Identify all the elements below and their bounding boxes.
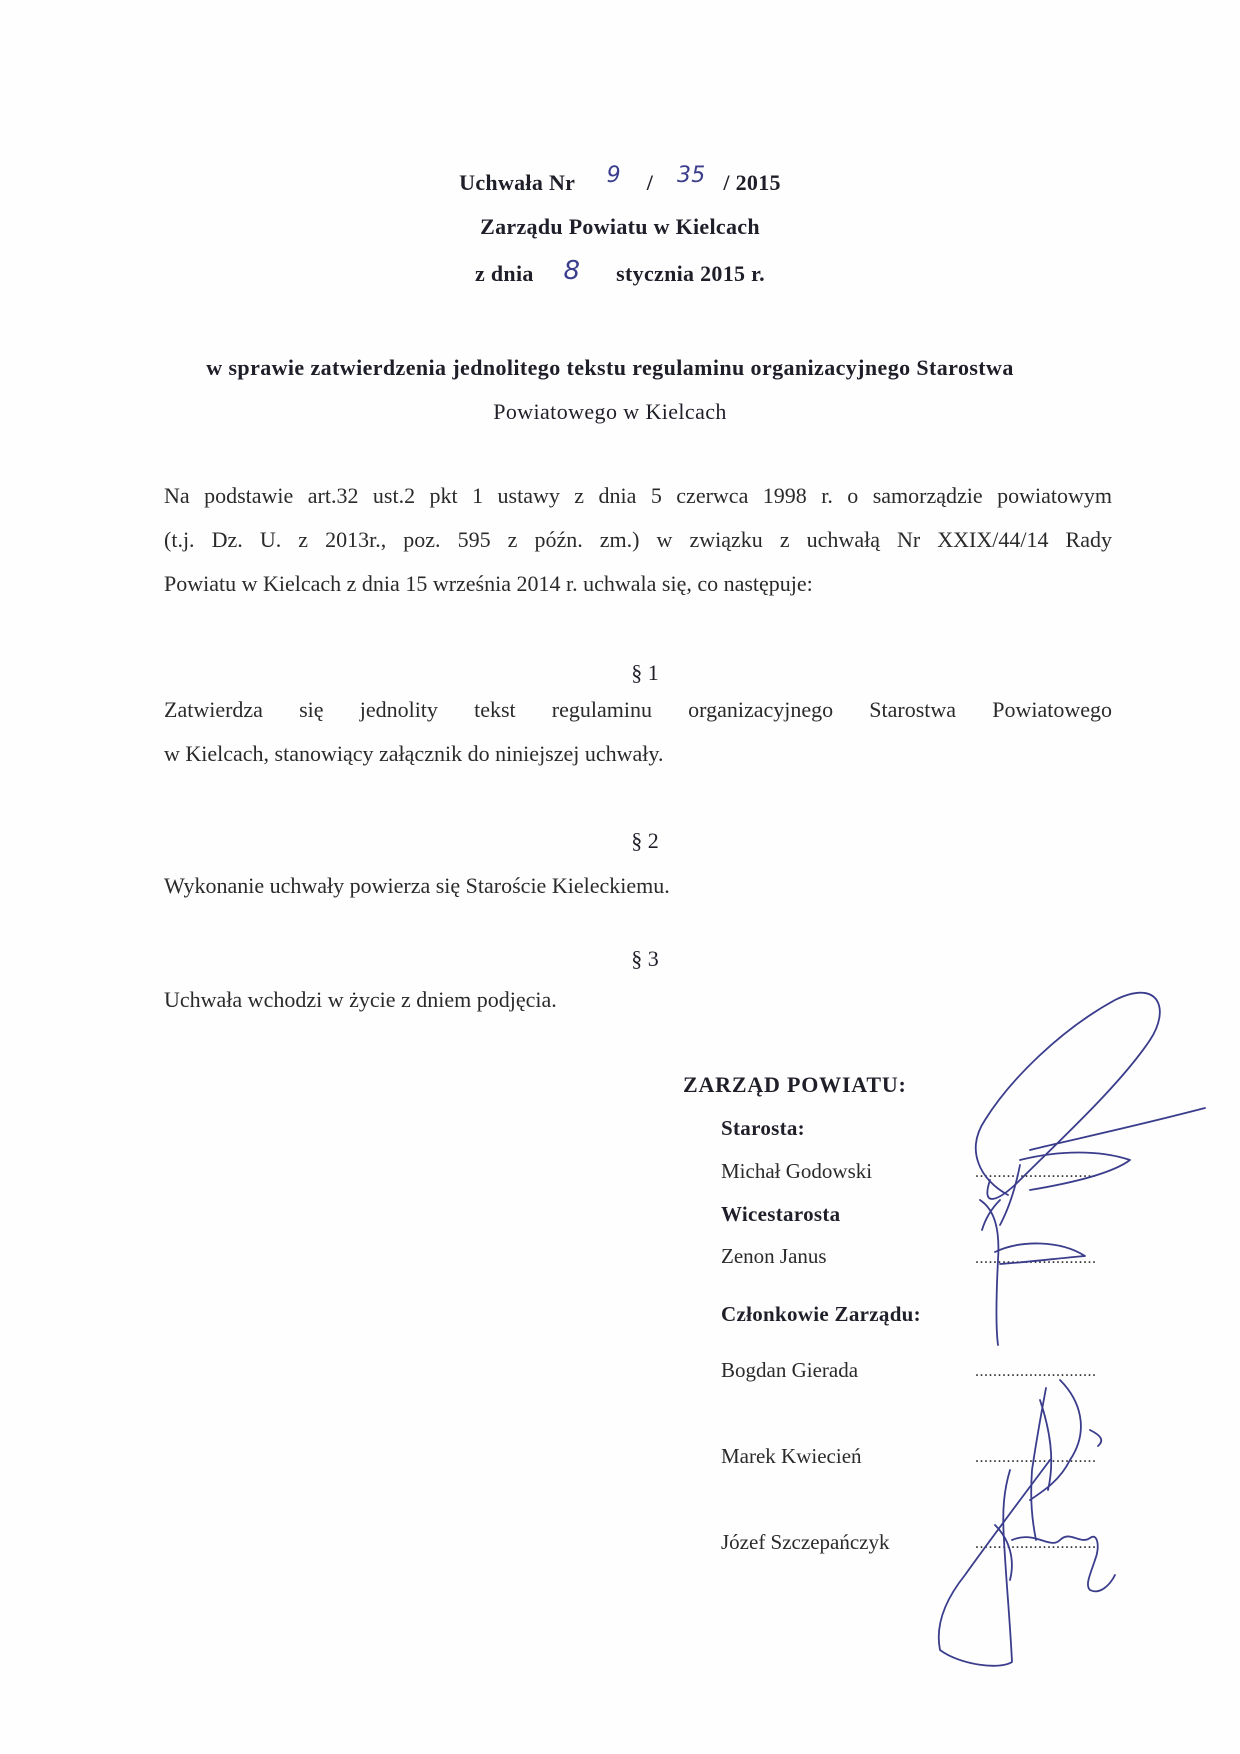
handwritten-day: 8 [563,256,581,286]
section-2-mark: § 2 [631,828,659,853]
date-suffix: stycznia 2015 r. [616,261,765,286]
member-1-signature-line: ........................... [975,1363,1097,1380]
wicestarosta-role: Wicestarosta [721,1202,841,1226]
board-title: ZARZĄD POWIATU: [683,1072,907,1097]
starosta-name: Michał Godowski [721,1159,873,1183]
preamble-line-2: (t.j. Dz. U. z 2013r., poz. 595 z późn. zm.) w związku z uchwałą Nr XXIX/44/14 Rady [164,527,1112,552]
wicestarosta-signature [980,1200,1085,1345]
separator-1: / [646,170,654,195]
starosta-signature-line: ........................... [975,1164,1097,1181]
preamble-line-3: Powiatu w Kielcach z dnia 15 września 2014 r. uchwala się, co następuje: [164,571,813,596]
section-3-line-1: Uchwała wchodzi w życie z dniem podjęcia. [164,987,557,1012]
members-role: Członkowie Zarządu: [721,1302,921,1326]
preamble-line-1: Na podstawie art.32 ust.2 pkt 1 ustawy z dnia 5 czerwca 1998 r. o samorządzie powiatowym [164,483,1112,508]
wicestarosta-name: Zenon Janus [721,1244,827,1268]
member-name-3: Józef Szczepańczyk [721,1530,890,1554]
handwritten-number-2: 35 [676,163,706,188]
section-1-line-2: w Kielcach, stanowiący załącznik do niniejszej uchwały. [164,741,664,766]
subject-line-2-text: Powiatowego w Kielcach [493,399,727,424]
member-3-signature-line: ........................... [975,1535,1097,1552]
subject-line-1: w sprawie zatwierdzenia jednolitego tekstu regulaminu organizacyjnego Starostwa [206,355,1014,380]
starosta-role: Starosta: [721,1116,805,1140]
date-prefix: z dnia [475,261,534,286]
member-name-2: Marek Kwiecień [721,1444,862,1468]
resolution-prefix: Uchwała Nr [459,170,575,195]
section-2-line-1: Wykonanie uchwały powierza się Staroście Kieleckiemu. [164,873,670,898]
section-1-mark: § 1 [631,660,659,685]
resolution-number-line [0,163,1240,196]
subject-line-2 [0,399,1230,425]
member-2-signature-line: ........................... [975,1449,1097,1466]
wicestarosta-signature-line: ........................... [975,1250,1097,1267]
preamble [164,474,1112,606]
member-name-1: Bogdan Gierada [721,1358,859,1382]
section-3-mark: § 3 [631,946,659,971]
section-1-body [164,688,1112,776]
date-line [0,258,1240,288]
section-1-line-1: Zatwierdza się jednolity tekst regulaminu organizacyjnego Starostwa Powiatowego [164,697,1112,722]
handwritten-number-1: 9 [606,163,621,188]
separator-2: / 2015 [723,170,781,195]
issuer-line: Zarządu Powiatu w Kielcach [480,214,760,239]
